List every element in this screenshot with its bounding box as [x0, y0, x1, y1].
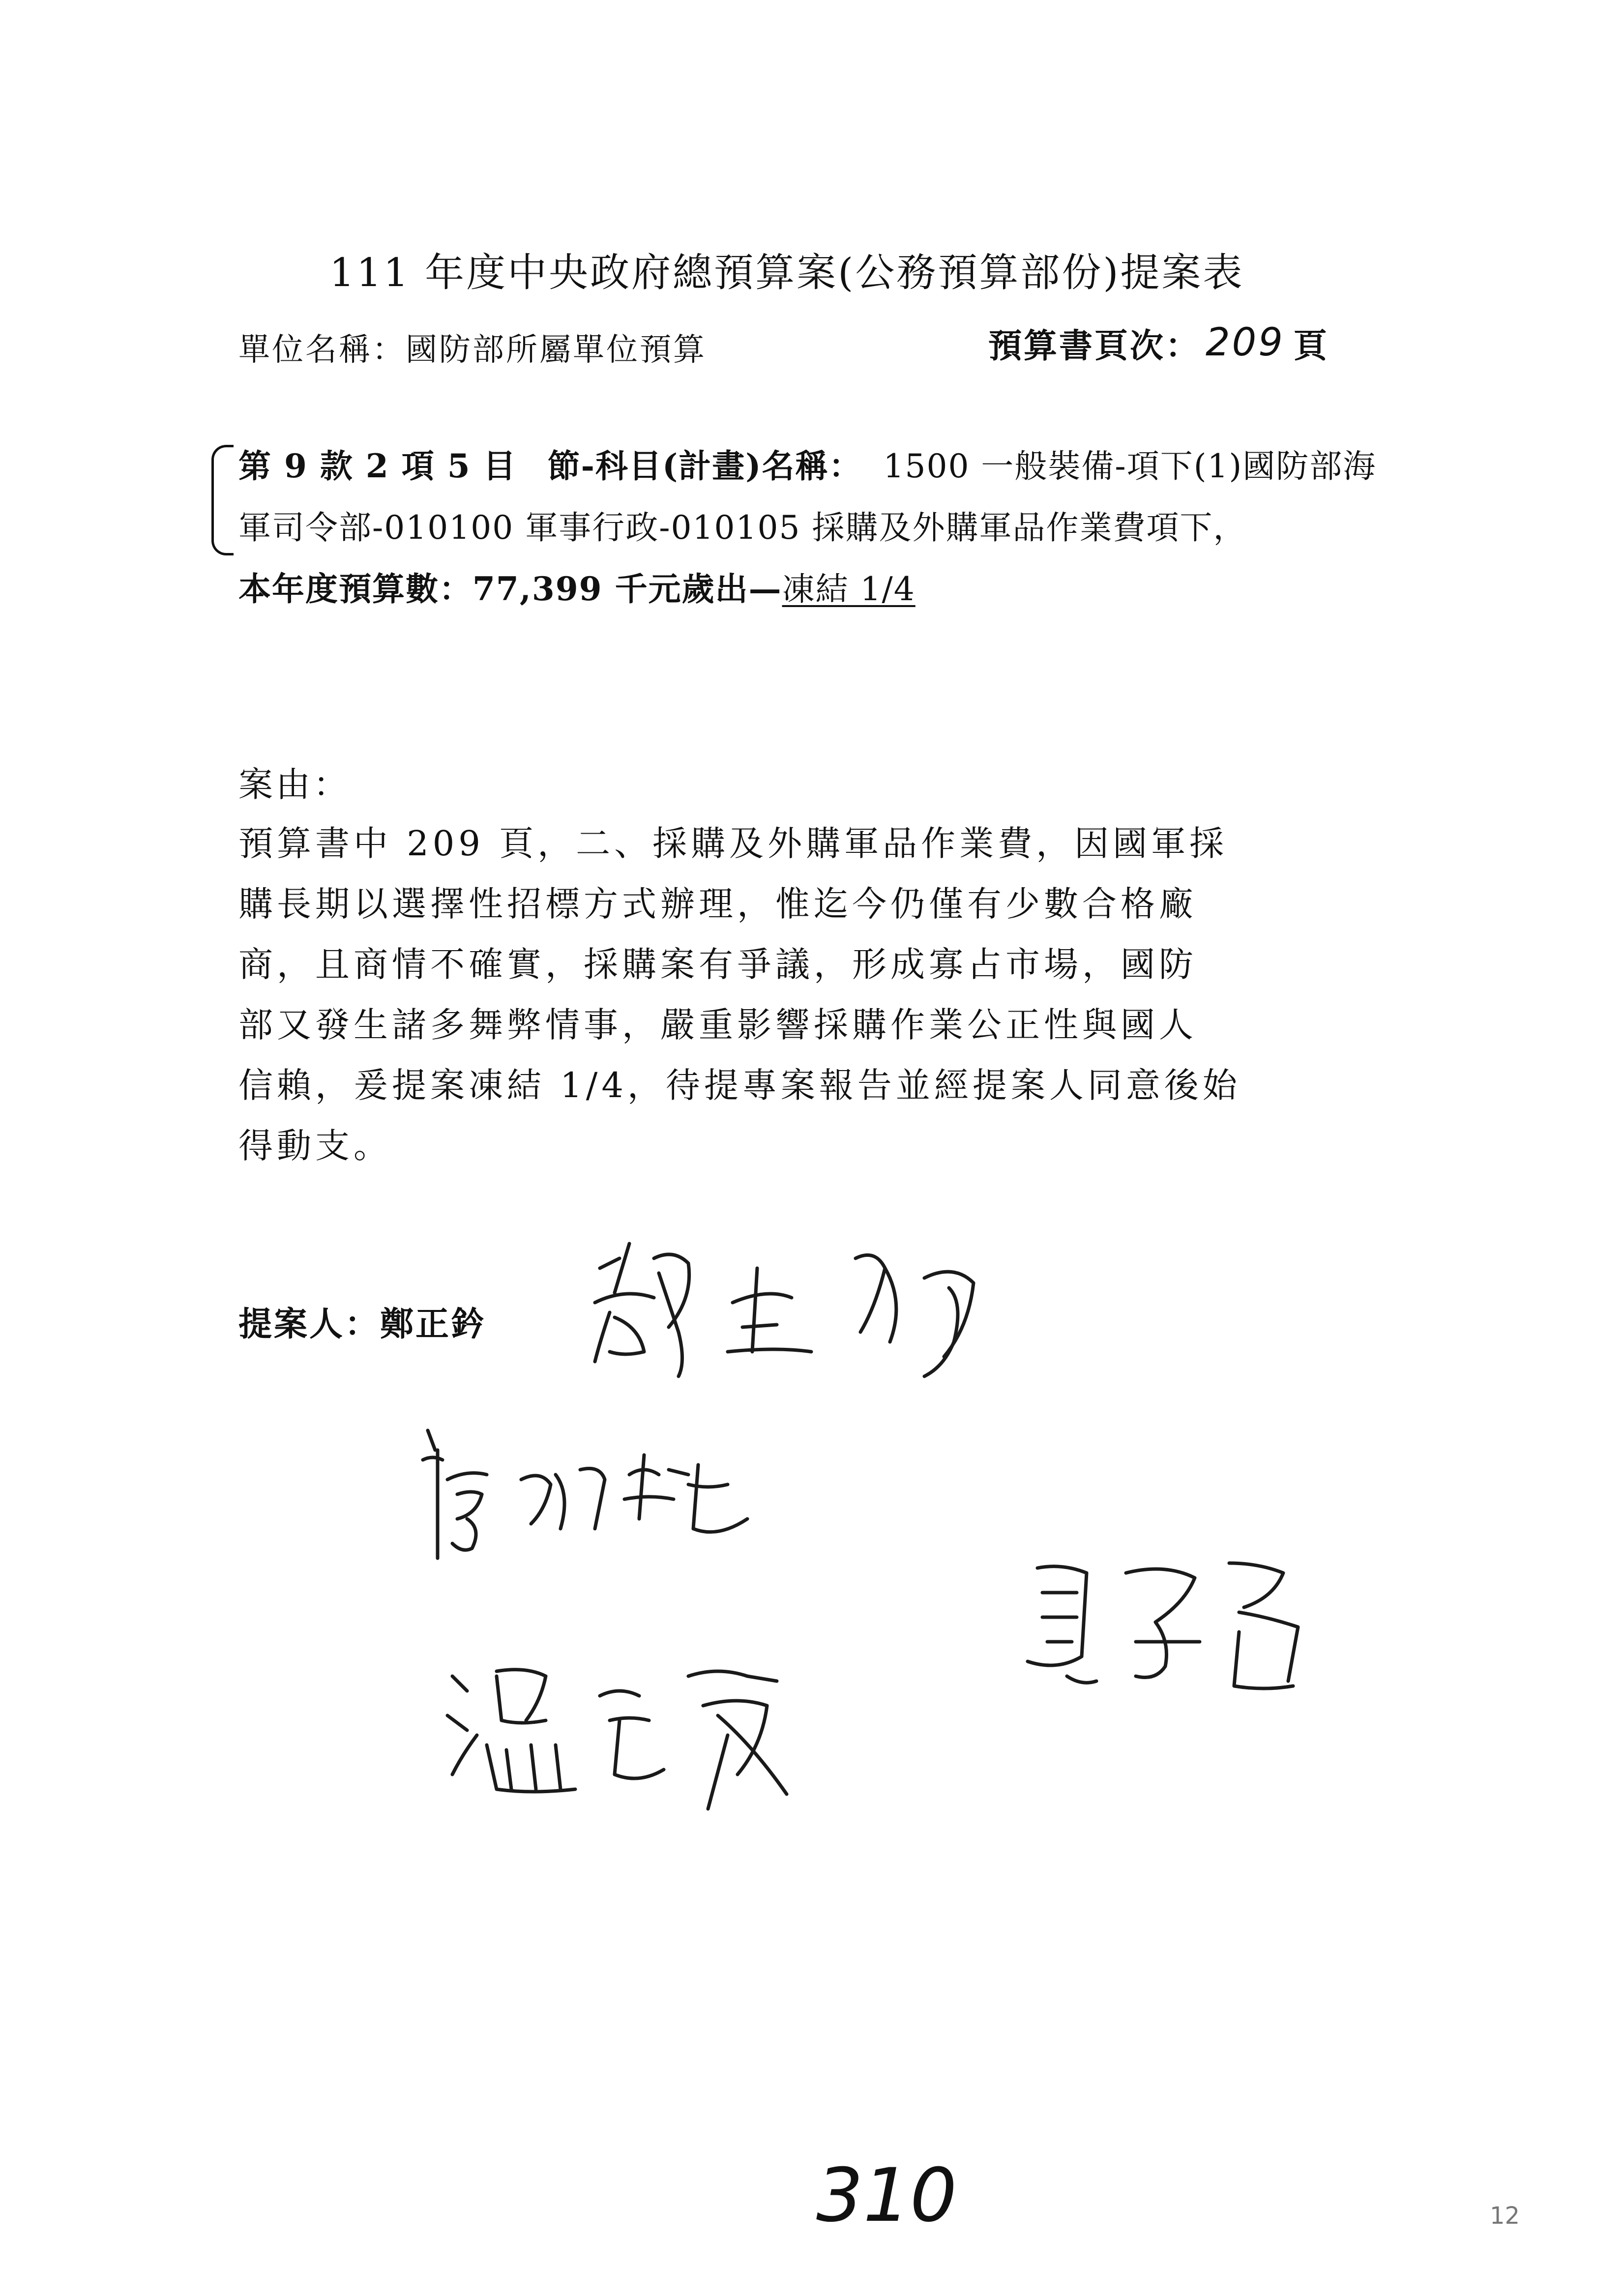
unit-name: 單位名稱：國防部所屬單位預算 — [238, 332, 707, 368]
reason-line: 部又發生諸多舞弊情事，嚴重影響採購作業公正性與國人 — [238, 1005, 1197, 1045]
page-title: 111 年度中央政府總預算案(公務預算部份)提案表 — [329, 250, 1244, 295]
item-name-label: 節-科目(計畫)名稱： — [547, 447, 862, 485]
budget-amount — [238, 563, 915, 610]
signature-1 — [580, 1229, 1013, 1386]
proposer-label: 提案人：鄭正鈐 — [238, 1305, 487, 1344]
item-name-part1: 1500 一般裝備-項下(1)國防部海 — [883, 447, 1377, 485]
budget-page-ref — [988, 320, 1329, 367]
reason-line: 信賴，爰提案凍結 1/4，待提專案報告並經提案人同意後始 — [238, 1065, 1241, 1105]
page-ref-suffix: 頁 — [1293, 326, 1329, 366]
freeze-action: 凍結 1/4 — [782, 570, 915, 608]
reason-line: 購長期以選擇性招標方式辦理，惟迄今仍僅有少數合格廠 — [238, 884, 1197, 924]
budget-label: 本年度預算數：77,399 千元歲出— — [238, 570, 782, 608]
reason-text — [238, 814, 1394, 1176]
item-line-2: 軍司令部-010100 軍事行政-010105 採購及外購軍品作業費項下， — [238, 509, 1247, 547]
page-ref-value: 209 — [1206, 320, 1285, 365]
corner-mark: 12 — [1490, 2202, 1520, 2230]
signature-3 — [433, 1647, 836, 1833]
signature-2 — [413, 1421, 821, 1578]
reason-line: 商，且商情不確實，採購案有爭議，形成寡占市場，國防 — [238, 944, 1197, 985]
reason-label: 案由： — [238, 764, 351, 805]
signature-4 — [1008, 1543, 1323, 1706]
reason-line: 預算書中 209 頁，二、採購及外購軍品作業費，因國軍採 — [238, 823, 1228, 864]
page-number: 310 — [816, 2153, 957, 2238]
page-ref-label: 預算書頁次： — [988, 326, 1201, 366]
item-line-1 — [238, 440, 1376, 487]
item-bracket — [211, 445, 234, 555]
item-code: 第 9 款 2 項 5 目 — [238, 447, 517, 485]
reason-line: 得動支。 — [238, 1126, 392, 1166]
